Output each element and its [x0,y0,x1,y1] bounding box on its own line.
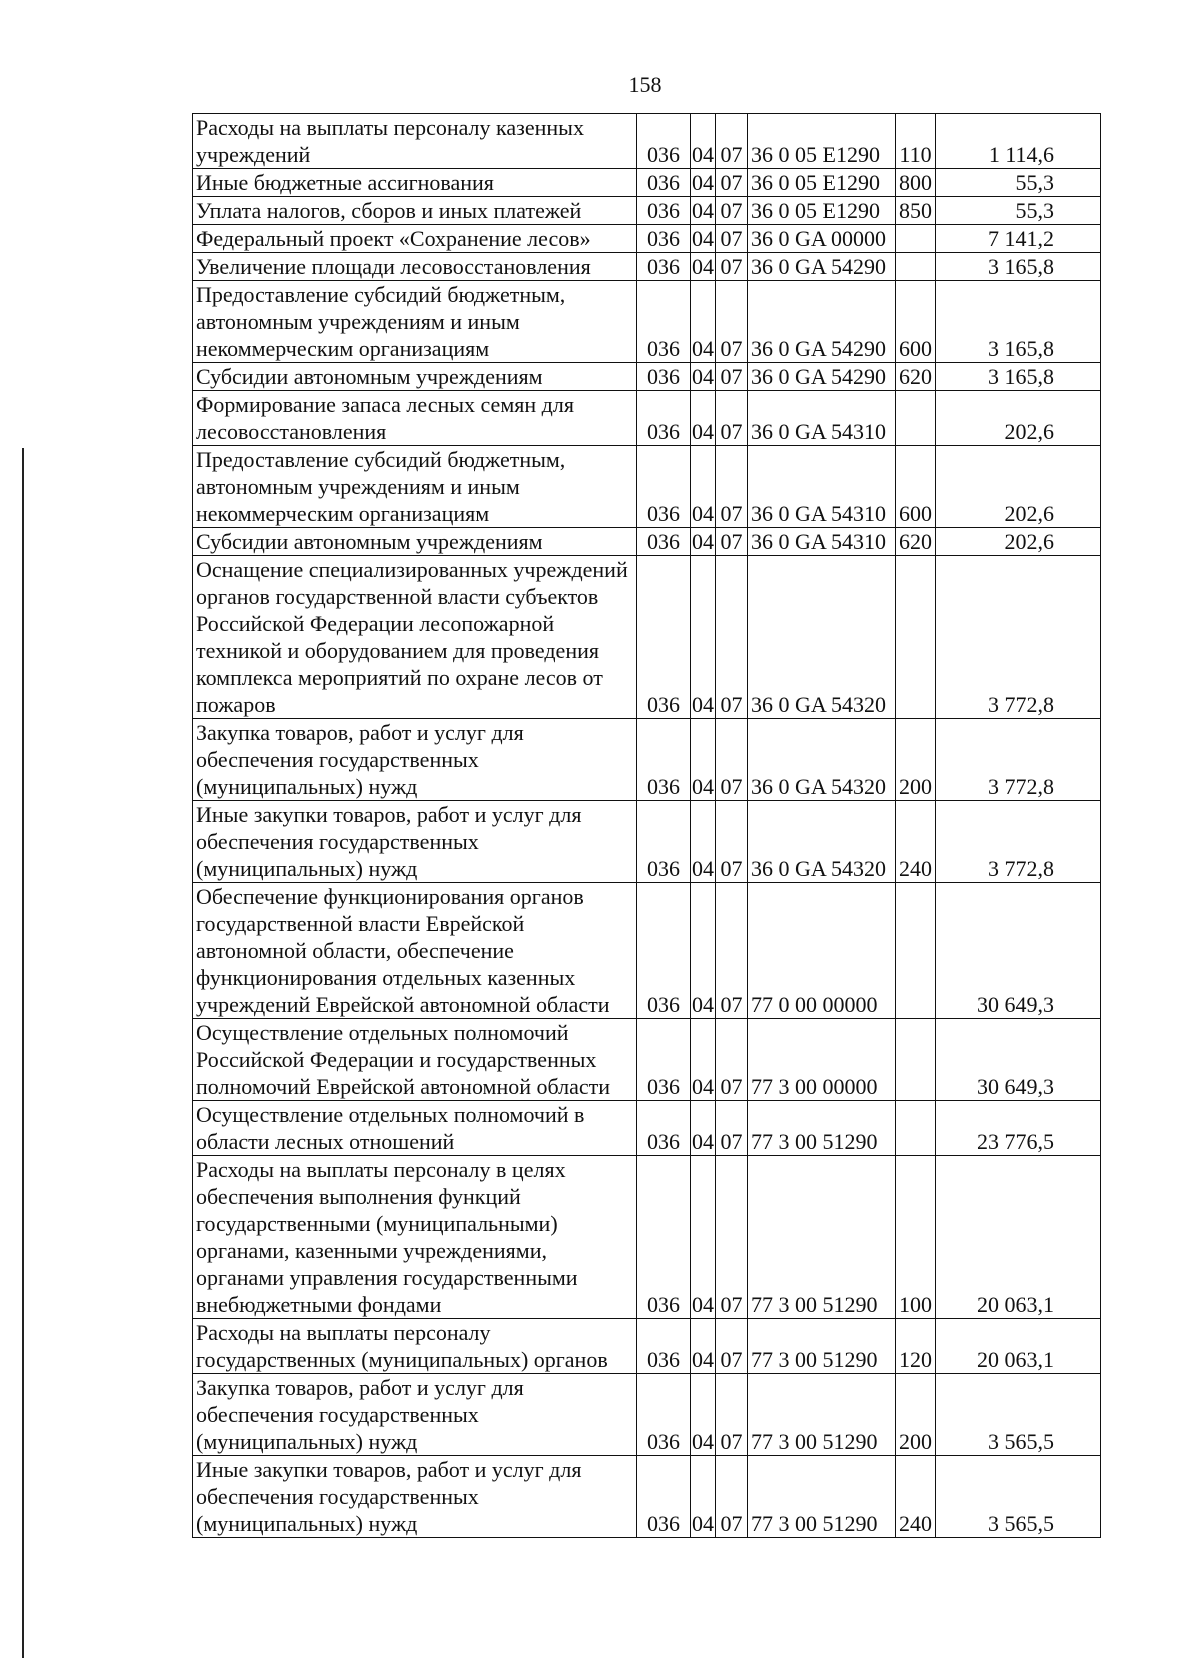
row-expense-type: 600 [896,281,936,363]
row-article: 36 0 05 E1290 [748,114,896,169]
row-section: 04 [691,391,716,446]
row-section: 04 [691,556,716,719]
row-section: 04 [692,364,714,389]
row-section: 04 [691,114,716,169]
row-expense-type [896,253,936,281]
row-expense-type [896,556,936,719]
table-row [193,1156,1101,1319]
row-code: 036 [637,1374,691,1456]
row-amount: 3 772,8 [936,719,1101,801]
row-subsection: 07 [716,391,748,446]
row-name: Формирование запаса лесных семян для лесовосстановления [193,391,637,446]
row-code: 036 [637,1156,691,1319]
row-expense-type: 850 [896,197,936,225]
row-article: 36 0 GA 54310 [748,528,896,556]
row-section: 04 [692,254,714,279]
row-section: 04 [691,1319,716,1374]
row-section: 04 [691,883,716,1019]
page-number: 158 [628,72,662,97]
row-name: Расходы на выплаты персоналу казенных учреждений [193,114,637,169]
row-name: Иные закупки товаров, работ и услуг для обеспечения государственных (муниципальных) нужд [193,801,637,883]
row-subsection: 07 [716,1156,748,1319]
row-code: 036 [637,1456,691,1538]
table-row [193,114,1101,169]
row-article: 77 3 00 51290 [748,1319,896,1374]
row-name: Уплата налогов, сборов и иных платежей [193,197,637,225]
table-row [193,1374,1101,1456]
table-row [193,363,1101,391]
row-section: 04 [691,1019,716,1101]
row-amount: 1 114,6 [936,114,1101,169]
table-row [193,528,1101,556]
row-expense-type: 110 [896,114,936,169]
row-article: 36 0 GA 54290 [748,253,896,281]
table-row [193,801,1101,883]
row-article: 77 3 00 51290 [748,1456,896,1538]
row-code: 036 [637,719,691,801]
row-name: Оснащение специализированных учреждений органов государственной власти субъектов Российской Федерации лесопожарной техникой и оборудованием для проведения комплекса мероприятий по охране лесов от пожаров [193,556,637,719]
row-code: 036 [637,363,691,391]
row-expense-type [896,1101,936,1156]
row-name: Иные закупки товаров, работ и услуг для обеспечения государственных (муниципальных) нужд [193,1456,637,1538]
row-name: Обеспечение функционирования органов государственной власти Еврейской автономной области, обеспечение функционирования отдельных казенных учреждений Еврейской автономной области [193,883,637,1019]
row-code: 036 [637,225,691,253]
row-expense-type: 120 [896,1319,936,1374]
row-subsection: 07 [716,225,748,253]
table-row [193,1101,1101,1156]
row-name: Предоставление субсидий бюджетным, автономным учреждениям и иным некоммерческим организациям [193,281,637,363]
row-amount: 202,6 [936,446,1101,528]
table-row [193,197,1101,225]
row-section: 04 [691,801,716,883]
row-article: 77 3 00 51290 [748,1101,896,1156]
row-expense-type: 240 [896,801,936,883]
row-code: 036 [637,197,691,225]
row-expense-type [896,883,936,1019]
row-section: 04 [692,529,714,554]
row-code: 036 [637,801,691,883]
table-body [193,114,1101,1538]
row-amount: 30 649,3 [936,1019,1101,1101]
row-article: 36 0 GA 54320 [748,556,896,719]
row-name: Субсидии автономным учреждениям [193,363,637,391]
table-row [193,1019,1101,1101]
row-code: 036 [637,1319,691,1374]
row-article: 36 0 05 E1290 [748,169,896,197]
row-section: 04 [692,198,714,223]
row-section: 04 [691,1374,716,1456]
row-code: 036 [637,169,691,197]
budget-table [192,113,1101,1538]
row-amount: 30 649,3 [936,883,1101,1019]
table-row [193,883,1101,1019]
row-subsection: 07 [716,253,748,281]
row-article: 77 3 00 51290 [748,1374,896,1456]
row-subsection: 07 [716,281,748,363]
row-expense-type: 200 [896,719,936,801]
row-amount: 3 165,8 [936,281,1101,363]
row-name: Осуществление отдельных полномочий Российской Федерации и государственных полномочий Еврейской автономной области [193,1019,637,1101]
row-subsection: 07 [716,363,748,391]
row-amount: 3 565,5 [936,1374,1101,1456]
row-section: 04 [691,446,716,528]
row-code: 036 [637,528,691,556]
row-code: 036 [637,1101,691,1156]
row-amount: 202,6 [936,528,1101,556]
row-amount: 20 063,1 [936,1156,1101,1319]
row-amount: 20 063,1 [936,1319,1101,1374]
row-section: 04 [691,719,716,801]
row-subsection: 07 [716,556,748,719]
row-article: 36 0 GA 00000 [748,225,896,253]
row-expense-type: 200 [896,1374,936,1456]
row-code: 036 [637,1019,691,1101]
row-name: Расходы на выплаты персоналу в целях обеспечения выполнения функций государственными (муниципальными) органами, казенными учреждениями, органами управления государственными внебюджетными фондами [193,1156,637,1319]
row-amount: 55,3 [936,197,1101,225]
row-subsection: 07 [716,1101,748,1156]
row-subsection: 07 [716,197,748,225]
row-name: Закупка товаров, работ и услуг для обеспечения государственных (муниципальных) нужд [193,1374,637,1456]
row-expense-type [896,391,936,446]
row-name: Предоставление субсидий бюджетным, автономным учреждениям и иным некоммерческим организациям [193,446,637,528]
row-name: Осуществление отдельных полномочий в области лесных отношений [193,1101,637,1156]
row-section: 04 [692,170,714,195]
row-amount: 55,3 [936,169,1101,197]
row-expense-type: 240 [896,1456,936,1538]
table-row [193,281,1101,363]
table-row [193,169,1101,197]
row-code: 036 [637,281,691,363]
row-section: 04 [691,281,716,363]
table-row [193,253,1101,281]
row-subsection: 07 [716,446,748,528]
row-subsection: 07 [716,114,748,169]
row-amount: 3 565,5 [936,1456,1101,1538]
margin-line [22,448,24,1658]
row-amount: 3 165,8 [936,363,1101,391]
row-article: 36 0 GA 54320 [748,801,896,883]
row-article: 36 0 GA 54310 [748,446,896,528]
row-name: Иные бюджетные ассигнования [193,169,637,197]
row-amount: 202,6 [936,391,1101,446]
row-amount: 3 165,8 [936,253,1101,281]
row-subsection: 07 [716,883,748,1019]
row-section: 04 [692,226,714,251]
row-subsection: 07 [716,1319,748,1374]
row-subsection: 07 [716,1019,748,1101]
table-row [193,391,1101,446]
row-article: 36 0 GA 54320 [748,719,896,801]
row-name: Субсидии автономным учреждениям [193,528,637,556]
row-name: Увеличение площади лесовосстановления [193,253,637,281]
row-expense-type: 100 [896,1156,936,1319]
row-name: Федеральный проект «Сохранение лесов» [193,225,637,253]
row-expense-type: 620 [896,363,936,391]
row-section: 04 [691,1101,716,1156]
row-expense-type [896,225,936,253]
row-article: 36 0 GA 54290 [748,281,896,363]
row-name: Расходы на выплаты персоналу государственных (муниципальных) органов [193,1319,637,1374]
row-amount: 23 776,5 [936,1101,1101,1156]
row-subsection: 07 [716,1456,748,1538]
table-row [193,1319,1101,1374]
table-row [193,1456,1101,1538]
row-article: 77 3 00 51290 [748,1156,896,1319]
row-article: 77 3 00 00000 [748,1019,896,1101]
row-code: 036 [637,446,691,528]
row-article: 36 0 GA 54290 [748,363,896,391]
row-section: 04 [691,1456,716,1538]
row-subsection: 07 [716,528,748,556]
row-code: 036 [637,253,691,281]
row-expense-type: 600 [896,446,936,528]
row-section: 04 [691,1156,716,1319]
row-amount: 3 772,8 [936,556,1101,719]
row-code: 036 [637,883,691,1019]
row-amount: 7 141,2 [936,225,1101,253]
table-row [193,719,1101,801]
row-subsection: 07 [716,1374,748,1456]
row-article: 36 0 GA 54310 [748,391,896,446]
row-subsection: 07 [716,169,748,197]
row-expense-type: 800 [896,169,936,197]
row-article: 77 0 00 00000 [748,883,896,1019]
row-expense-type: 620 [896,528,936,556]
table-row [193,225,1101,253]
row-code: 036 [637,114,691,169]
row-subsection: 07 [716,719,748,801]
row-expense-type [896,1019,936,1101]
row-subsection: 07 [716,801,748,883]
table-row [193,446,1101,528]
row-name: Закупка товаров, работ и услуг для обеспечения государственных (муниципальных) нужд [193,719,637,801]
row-article: 36 0 05 E1290 [748,197,896,225]
table-row [193,556,1101,719]
row-amount: 3 772,8 [936,801,1101,883]
row-code: 036 [637,556,691,719]
row-code: 036 [637,391,691,446]
